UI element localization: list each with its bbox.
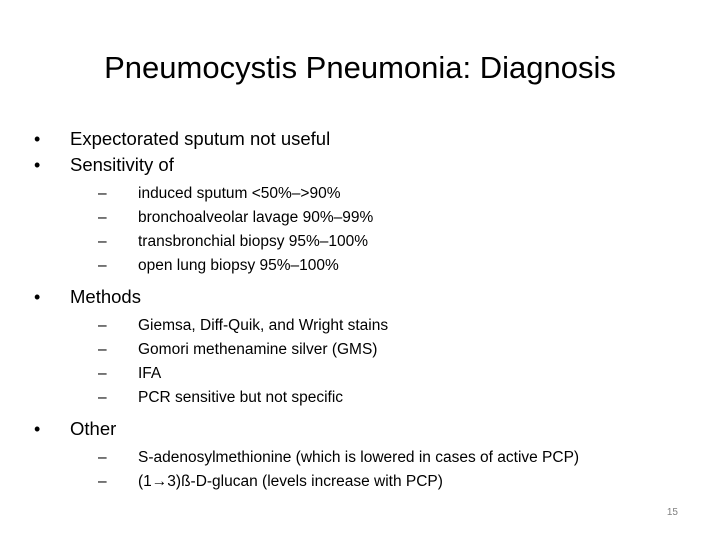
slide-title: Pneumocystis Pneumonia: Diagnosis — [104, 50, 616, 85]
sub-list — [98, 446, 694, 494]
bullet-item — [34, 152, 694, 178]
sub-item-text: IFA — [138, 365, 162, 382]
sub-item — [98, 182, 694, 206]
bullet-icon: • — [34, 287, 41, 307]
sub-item — [98, 206, 694, 230]
bullet-text: Methods — [70, 286, 141, 307]
sub-item — [98, 338, 694, 362]
sub-item-text: PCR sensitive but not specific — [138, 389, 344, 406]
sub-item — [98, 230, 694, 254]
bullet-text: Sensitivity of — [70, 154, 174, 175]
sub-item — [98, 386, 694, 410]
bullet-icon: • — [34, 129, 41, 149]
dash-icon: – — [98, 449, 107, 466]
dash-icon: – — [98, 209, 107, 226]
sub-item — [98, 470, 694, 494]
bullet-item — [34, 284, 694, 310]
sub-list — [98, 182, 694, 278]
sub-item-text: transbronchial biopsy 95%–100% — [138, 233, 369, 250]
sub-item-text: Giemsa, Diff-Quik, and Wright stains — [138, 317, 389, 334]
sub-item-text: S-adenosylmethionine (which is lowered in cases of active PCP) — [138, 449, 580, 466]
sub-list — [98, 314, 694, 410]
dash-icon: – — [98, 365, 107, 382]
sub-item — [98, 446, 694, 470]
dash-icon: – — [98, 233, 107, 250]
slide-body — [34, 126, 694, 500]
sub-item — [98, 362, 694, 386]
bullet-item — [34, 416, 694, 442]
dash-icon: – — [98, 185, 107, 202]
bullet-icon: • — [34, 419, 41, 439]
sub-item — [98, 254, 694, 278]
bullet-item — [34, 126, 694, 152]
dash-icon: – — [98, 257, 107, 274]
sub-item-text: open lung biopsy 95%–100% — [138, 257, 339, 274]
sub-item-text: Gomori methenamine silver (GMS) — [138, 341, 378, 358]
dash-icon: – — [98, 389, 107, 406]
dash-icon: – — [98, 317, 107, 334]
sub-item-text: (1→3)ß-D-glucan (levels increase with PCP) — [138, 473, 443, 490]
sub-item-text: bronchoalveolar lavage 90%–99% — [138, 209, 374, 226]
bullet-text: Expectorated sputum not useful — [70, 128, 331, 149]
bullet-text: Other — [70, 418, 117, 439]
sub-item-text: induced sputum <50%–>90% — [138, 185, 341, 202]
dash-icon: – — [98, 473, 107, 490]
page-number: 15 — [666, 507, 678, 518]
sub-item — [98, 314, 694, 338]
bullet-icon: • — [34, 155, 41, 175]
dash-icon: – — [98, 341, 107, 358]
